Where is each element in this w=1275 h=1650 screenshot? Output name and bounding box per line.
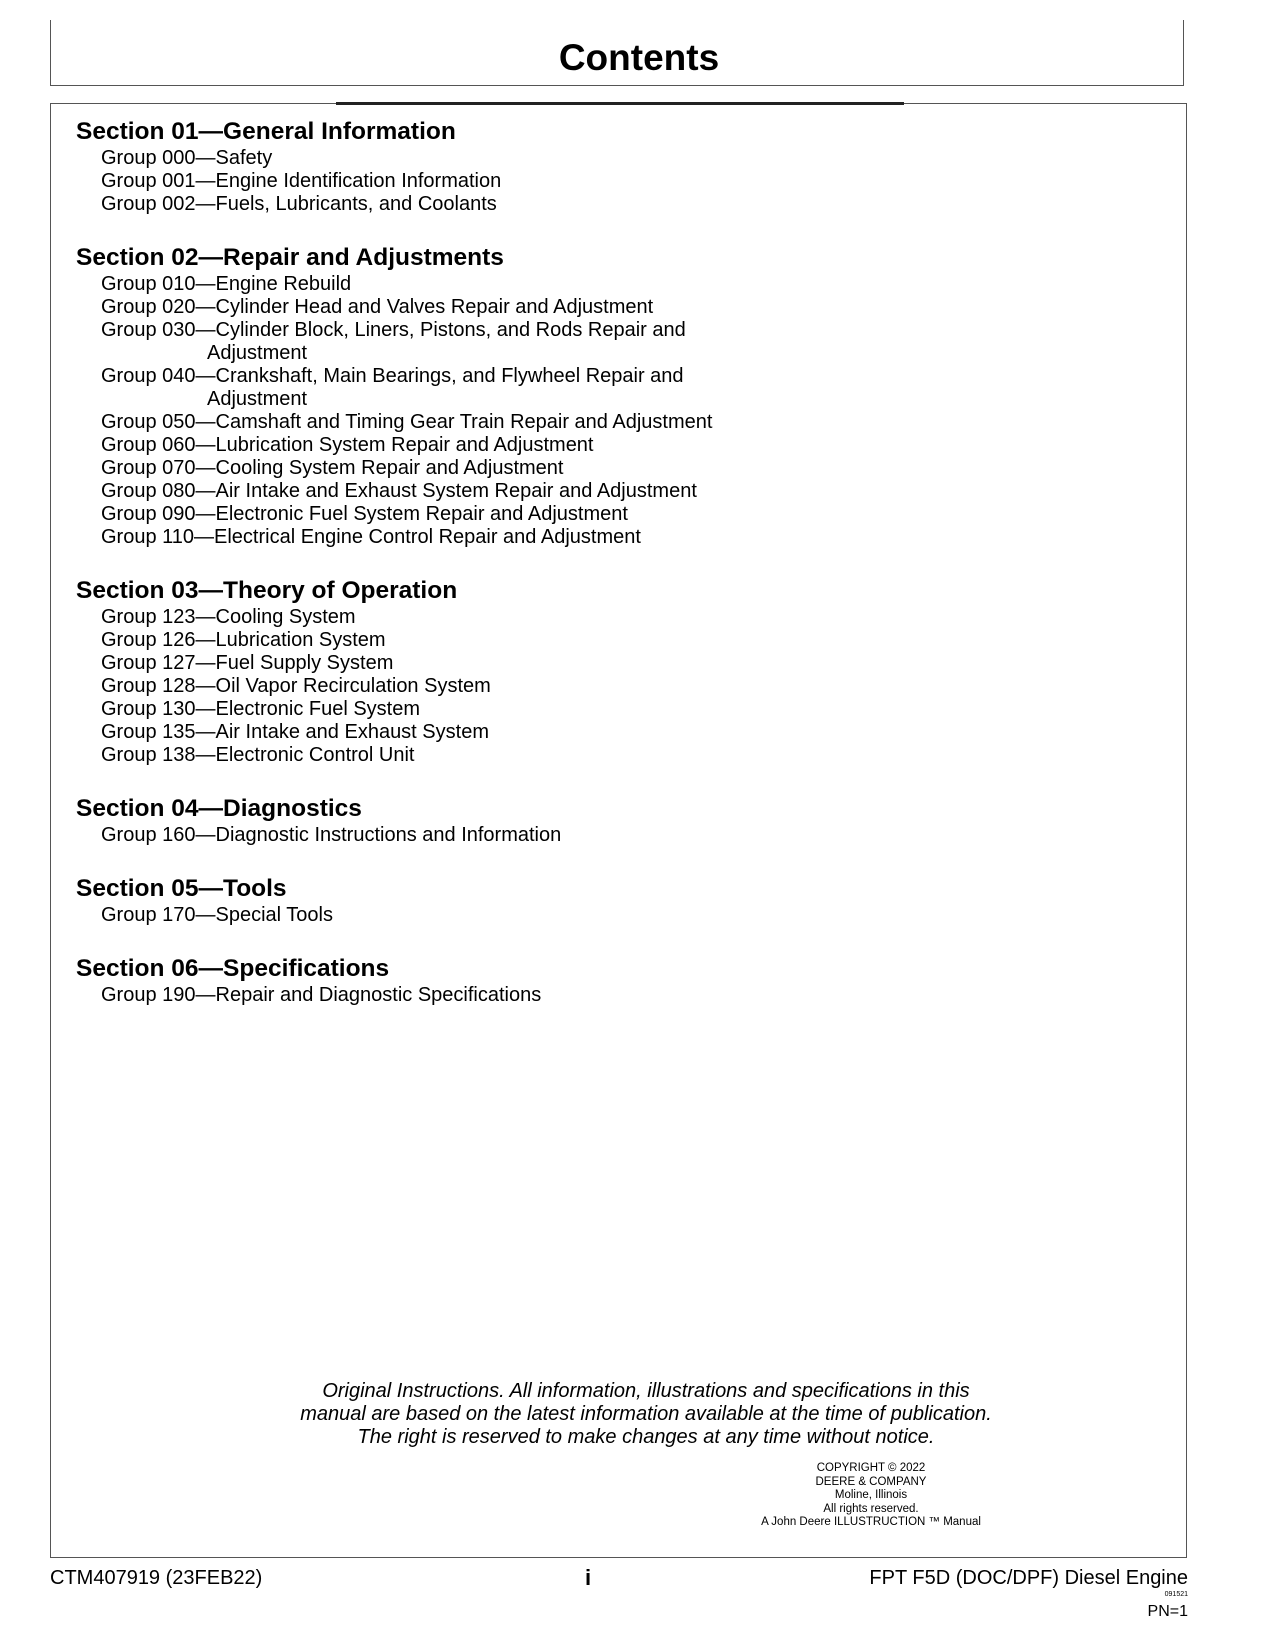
copyright-line: Moline, Illinois xyxy=(834,1489,908,1501)
section-title[interactable]: Section 04—Diagnostics xyxy=(76,795,362,822)
notice-line: Original Instructions. All information, illustrations and specifications in this xyxy=(322,1380,970,1402)
toc-group-entry[interactable]: Group 020—Cylinder Head and Valves Repair and Adjustment xyxy=(101,296,654,318)
toc-section-04 xyxy=(76,795,1156,847)
toc-group-entry[interactable]: Group 070—Cooling System Repair and Adjustment xyxy=(101,457,564,479)
notice-line: manual are based on the latest information available at the time of publication. xyxy=(300,1403,992,1425)
toc-group-entry[interactable]: Group 135—Air Intake and Exhaust System xyxy=(101,721,489,743)
original-instructions-notice xyxy=(51,1380,1186,1449)
copyright-line: All rights reserved. xyxy=(823,1502,919,1515)
copyright-line: A John Deere ILLUSTRUCTION ™ Manual xyxy=(761,1516,981,1528)
section-title[interactable]: Section 02—Repair and Adjustments xyxy=(76,244,504,271)
footer-code: 091521 xyxy=(1164,1591,1188,1598)
toc-group-entry[interactable]: Group 123—Cooling System xyxy=(101,606,356,628)
section-title[interactable]: Section 03—Theory of Operation xyxy=(76,577,458,604)
toc-section-05 xyxy=(76,875,1156,927)
toc-group-entry[interactable]: Group 010—Engine Rebuild xyxy=(101,273,352,295)
toc-group-entry[interactable]: Group 128—Oil Vapor Recirculation System xyxy=(101,675,491,697)
toc-group-entry[interactable]: Group 127—Fuel Supply System xyxy=(101,652,394,674)
toc-group-entry[interactable]: Group 050—Camshaft and Timing Gear Train Repair and Adjustment xyxy=(101,411,713,433)
section-title[interactable]: Section 05—Tools xyxy=(76,875,287,902)
toc-group-entry[interactable]: Group 080—Air Intake and Exhaust System Repair and Adjustment xyxy=(101,480,697,502)
footer-page-number: i xyxy=(585,1565,592,1590)
toc-group-entry[interactable]: Group 030—Cylinder Block, Liners, Pistons, and Rods Repair and Adjustment xyxy=(101,319,686,364)
toc-group-entry[interactable]: Group 126—Lubrication System xyxy=(101,629,386,651)
page-title: Contents xyxy=(558,37,720,78)
toc-section-03 xyxy=(76,577,1156,767)
copyright-line: COPYRIGHT © 2022 xyxy=(816,1462,926,1474)
toc-group-entry[interactable]: Group 002—Fuels, Lubricants, and Coolants xyxy=(101,193,497,215)
toc-group-entry[interactable]: Group 110—Electrical Engine Control Repair and Adjustment xyxy=(101,526,641,548)
toc-group-entry[interactable]: Group 060—Lubrication System Repair and Adjustment xyxy=(101,434,594,456)
copyright-line: DEERE & COMPANY xyxy=(815,1475,927,1488)
toc-group-entry[interactable]: Group 000—Safety xyxy=(101,147,273,169)
toc-group-entry[interactable]: Group 130—Electronic Fuel System xyxy=(101,698,421,720)
footer-pn: PN=1 xyxy=(1147,1603,1188,1620)
toc-group-entry[interactable]: Group 190—Repair and Diagnostic Specifications xyxy=(101,984,542,1006)
toc-group-entry[interactable]: Group 090—Electronic Fuel System Repair and Adjustment xyxy=(101,503,628,525)
toc-section-02 xyxy=(76,244,1156,549)
toc-group-entry[interactable]: Group 001—Engine Identification Information xyxy=(101,170,502,192)
toc-section-01 xyxy=(76,118,1156,216)
title-box xyxy=(50,20,1184,86)
frame-accent-rule xyxy=(336,102,904,105)
toc-group-entry[interactable]: Group 160—Diagnostic Instructions and Information xyxy=(101,824,562,846)
table-of-contents xyxy=(76,118,1156,1035)
footer-doc-id: CTM407919 (23FEB22) xyxy=(50,1567,263,1589)
contents-frame xyxy=(50,103,1187,1558)
section-title[interactable]: Section 01—General Information xyxy=(76,118,456,145)
footer-manual-title: FPT F5D (DOC/DPF) Diesel Engine xyxy=(869,1567,1188,1589)
toc-group-entry[interactable]: Group 040—Crankshaft, Main Bearings, and Flywheel Repair and Adjustment xyxy=(101,365,684,410)
toc-group-entry[interactable]: Group 170—Special Tools xyxy=(101,904,333,926)
toc-section-06 xyxy=(76,955,1156,1007)
section-title[interactable]: Section 06—Specifications xyxy=(76,955,390,982)
toc-group-entry[interactable]: Group 138—Electronic Control Unit xyxy=(101,744,415,766)
copyright-block xyxy=(741,1462,1001,1530)
notice-line: The right is reserved to make changes at any time without notice. xyxy=(357,1426,935,1448)
